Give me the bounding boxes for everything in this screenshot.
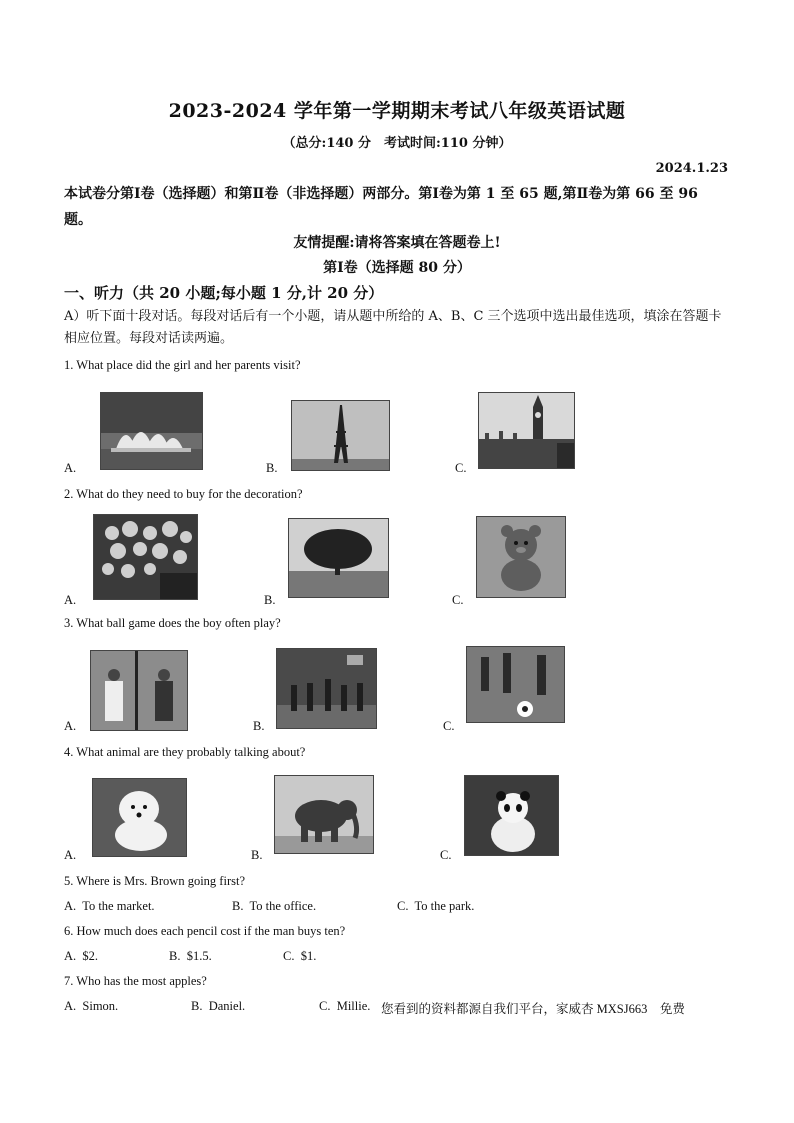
question-1: 1. What place did the girl and her parents visit? <box>64 358 301 372</box>
panda-icon <box>464 775 559 856</box>
question-3: 3. What ball game does the boy often play? <box>64 616 281 630</box>
elephant-icon <box>274 775 374 854</box>
question-5: 5. Where is Mrs. Brown going first? <box>64 874 245 888</box>
volleyball-icon <box>90 650 188 731</box>
question-2: 2. What do they need to buy for the decoration? <box>64 487 303 501</box>
q6-option-b: B. $1.5. <box>169 949 212 963</box>
question-7: 7. Who has the most apples? <box>64 974 207 988</box>
q1-option-a-label: A. <box>64 461 77 475</box>
volume-heading: 第Ⅰ卷（选择题 80 分） <box>323 260 471 276</box>
q5-option-a: A. To the market. <box>64 899 155 913</box>
sydney-opera-house-icon <box>100 392 203 470</box>
q6-option-a: A. $2. <box>64 949 99 963</box>
soccer-icon <box>466 646 565 723</box>
reminder: 友情提醒:请将答案填在答题卷上! <box>293 235 501 251</box>
section-heading: 一、听力（共 20 小题;每小题 1 分,计 20 分） <box>64 284 384 302</box>
exam-subtitle: （总分:140 分 考试时间:110 分钟） <box>282 136 512 151</box>
exam-date: 2024.1.23 <box>655 161 728 176</box>
q2-option-b-label: B. <box>264 593 276 607</box>
section-instructions: A）听下面十段对话。每段对话后有一个小题，请从题中所给的 A、B、C 三个选项中选出最佳选项，填涂在答题卡相应位置。每段对话读两遍。 <box>64 309 722 346</box>
q1-option-b-label: B. <box>266 461 278 475</box>
tree-icon <box>288 518 389 598</box>
big-ben-icon <box>478 392 575 469</box>
footer-note: 您看到的资料都源自我们平台，家威杏 MXSJ663 免费 <box>381 1002 685 1016</box>
q4-option-a-label: A. <box>64 848 77 862</box>
q3-option-b-label: B. <box>253 719 265 733</box>
exam-title: 2023-2024 学年第一学期期末考试八年级英语试题 <box>168 100 626 122</box>
question-4: 4. What animal are they probably talking about? <box>64 745 306 759</box>
dog-icon <box>92 778 187 857</box>
q7-option-a: A. Simon. <box>64 999 119 1013</box>
q5-option-c: C. To the park. <box>397 899 475 913</box>
eiffel-tower-icon <box>291 400 390 471</box>
teddy-bear-icon <box>476 516 566 598</box>
q3-option-c-label: C. <box>443 719 455 733</box>
q7-option-c: C. Millie. <box>319 999 371 1013</box>
q2-option-c-label: C. <box>452 593 464 607</box>
q5-option-b: B. To the office. <box>232 899 317 913</box>
basketball-icon <box>276 648 377 729</box>
q3-option-a-label: A. <box>64 719 77 733</box>
question-6: 6. How much does each pencil cost if the man buys ten? <box>64 924 346 938</box>
q6-option-c: C. $1. <box>283 949 317 963</box>
flowers-icon <box>93 514 198 600</box>
q4-option-b-label: B. <box>251 848 263 862</box>
q7-option-b: B. Daniel. <box>191 999 246 1013</box>
exam-intro: 本试卷分第Ⅰ卷（选择题）和第Ⅱ卷（非选择题）两部分。第Ⅰ卷为第 1 至 65 题,第Ⅱ卷为第 66 至 96 题。 <box>64 186 698 228</box>
q1-option-c-label: C. <box>455 461 467 475</box>
q2-option-a-label: A. <box>64 593 77 607</box>
q4-option-c-label: C. <box>440 848 452 862</box>
